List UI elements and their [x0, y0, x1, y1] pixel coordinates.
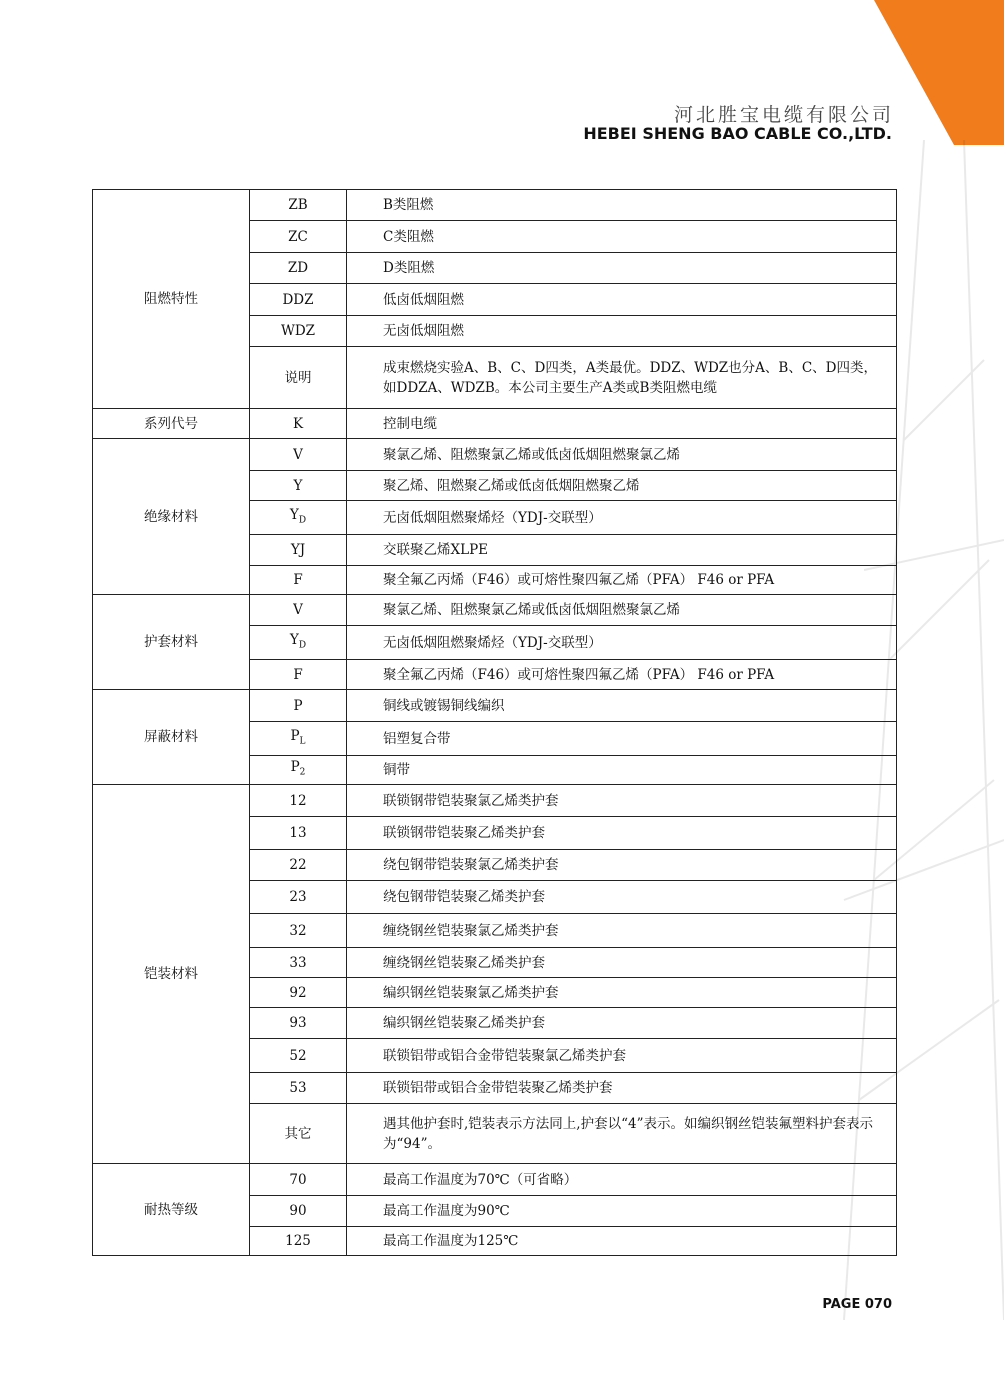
code-cell: 23: [250, 881, 347, 914]
code-cell: 52: [250, 1039, 347, 1073]
description-cell: 成束燃烧实验A、B、C、D四类，A类最优。DDZ、WDZ也分A、B、C、D四类，如DDZA、WDZB。本公司主要生产A类或B类阻燃电缆: [347, 347, 897, 409]
description-cell: 最高工作温度为125℃: [347, 1227, 897, 1256]
category-cell: 铠装材料: [93, 785, 250, 1164]
code-cell: $P_L$: [250, 722, 347, 756]
code-cell: $P_2$: [250, 756, 347, 785]
code-cell: 33: [250, 948, 347, 978]
code-cell: 12: [250, 785, 347, 817]
description-cell: 聚全氟乙丙烯（F46）或可熔性聚四氟乙烯（PFA） F46 or PFA: [347, 660, 897, 690]
description-cell: C类阻燃: [347, 221, 897, 253]
code-cell: YJ: [250, 535, 347, 566]
description-cell: 缠绕钢丝铠装聚乙烯类护套: [347, 948, 897, 978]
cable-spec-table: [92, 189, 897, 1256]
description-cell: D类阻燃: [347, 253, 897, 284]
table-row: [93, 409, 897, 439]
code-cell: 22: [250, 850, 347, 881]
code-cell: 53: [250, 1073, 347, 1104]
description-cell: 最高工作温度为70℃（可省略）: [347, 1164, 897, 1196]
description-cell: 绕包钢带铠装聚乙烯类护套: [347, 881, 897, 914]
code-cell: DDZ: [250, 284, 347, 316]
description-cell: 联锁钢带铠装聚氯乙烯类护套: [347, 785, 897, 817]
code-cell: 其它: [250, 1104, 347, 1164]
table-row: [93, 690, 897, 722]
description-cell: 控制电缆: [347, 409, 897, 439]
company-name-english: HEBEI SHENG BAO CABLE CO.,LTD.: [583, 124, 892, 143]
code-cell: 70: [250, 1164, 347, 1196]
description-cell: 无卤低烟阻燃聚烯烃（YDJ-交联型）: [347, 626, 897, 660]
code-cell: P: [250, 690, 347, 722]
code-cell: ZB: [250, 190, 347, 221]
category-cell: 耐热等级: [93, 1164, 250, 1256]
description-cell: 最高工作温度为90℃: [347, 1196, 897, 1227]
code-cell: 13: [250, 817, 347, 850]
code-cell: $Y_D$: [250, 626, 347, 660]
description-cell: 聚氯乙烯、阻燃聚氯乙烯或低卤低烟阻燃聚氯乙烯: [347, 595, 897, 626]
description-cell: 联锁钢带铠装聚乙烯类护套: [347, 817, 897, 850]
description-cell: 绕包钢带铠装聚氯乙烯类护套: [347, 850, 897, 881]
code-cell: V: [250, 439, 347, 471]
description-cell: 铝塑复合带: [347, 722, 897, 756]
description-cell: 缠绕钢丝铠装聚氯乙烯类护套: [347, 914, 897, 948]
company-name-chinese: 河北胜宝电缆有限公司: [673, 104, 894, 126]
category-cell: 屏蔽材料: [93, 690, 250, 785]
code-cell: 说明: [250, 347, 347, 409]
table-row: [93, 595, 897, 626]
code-cell: 90: [250, 1196, 347, 1227]
category-cell: 系列代号: [93, 409, 250, 439]
description-cell: 联锁铝带或铝合金带铠装聚氯乙烯类护套: [347, 1039, 897, 1073]
code-cell: $Y_D$: [250, 501, 347, 535]
description-cell: 编织钢丝铠装聚氯乙烯类护套: [347, 978, 897, 1008]
code-cell: F: [250, 660, 347, 690]
category-cell: 阻燃特性: [93, 190, 250, 409]
category-cell: 护套材料: [93, 595, 250, 690]
description-cell: 聚乙烯、阻燃聚乙烯或低卤低烟阻燃聚乙烯: [347, 471, 897, 501]
code-cell: K: [250, 409, 347, 439]
table-row: [93, 1164, 897, 1196]
description-cell: 低卤低烟阻燃: [347, 284, 897, 316]
description-cell: 交联聚乙烯XLPE: [347, 535, 897, 566]
code-cell: V: [250, 595, 347, 626]
page-number: PAGE 070: [822, 1297, 892, 1312]
table-row: [93, 190, 897, 221]
code-cell: ZD: [250, 253, 347, 284]
code-cell: WDZ: [250, 316, 347, 347]
table-row: [93, 439, 897, 471]
description-cell: 铜线或镀锡铜线编织: [347, 690, 897, 722]
description-cell: 无卤低烟阻燃: [347, 316, 897, 347]
description-cell: 联锁铝带或铝合金带铠装聚乙烯类护套: [347, 1073, 897, 1104]
code-cell: ZC: [250, 221, 347, 253]
description-cell: B类阻燃: [347, 190, 897, 221]
category-cell: 绝缘材料: [93, 439, 250, 595]
description-cell: 无卤低烟阻燃聚烯烃（YDJ-交联型）: [347, 501, 897, 535]
code-cell: 93: [250, 1008, 347, 1039]
table-row: [93, 785, 897, 817]
code-cell: 125: [250, 1227, 347, 1256]
description-cell: 聚氯乙烯、阻燃聚氯乙烯或低卤低烟阻燃聚氯乙烯: [347, 439, 897, 471]
code-cell: Y: [250, 471, 347, 501]
description-cell: 聚全氟乙丙烯（F46）或可熔性聚四氟乙烯（PFA） F46 or PFA: [347, 566, 897, 595]
code-cell: F: [250, 566, 347, 595]
description-cell: 遇其他护套时,铠装表示方法同上,护套以“4”表示。如编织钢丝铠装氟塑料护套表示为“94”。: [347, 1104, 897, 1164]
code-cell: 32: [250, 914, 347, 948]
code-cell: 92: [250, 978, 347, 1008]
description-cell: 编织钢丝铠装聚乙烯类护套: [347, 1008, 897, 1039]
description-cell: 铜带: [347, 756, 897, 785]
